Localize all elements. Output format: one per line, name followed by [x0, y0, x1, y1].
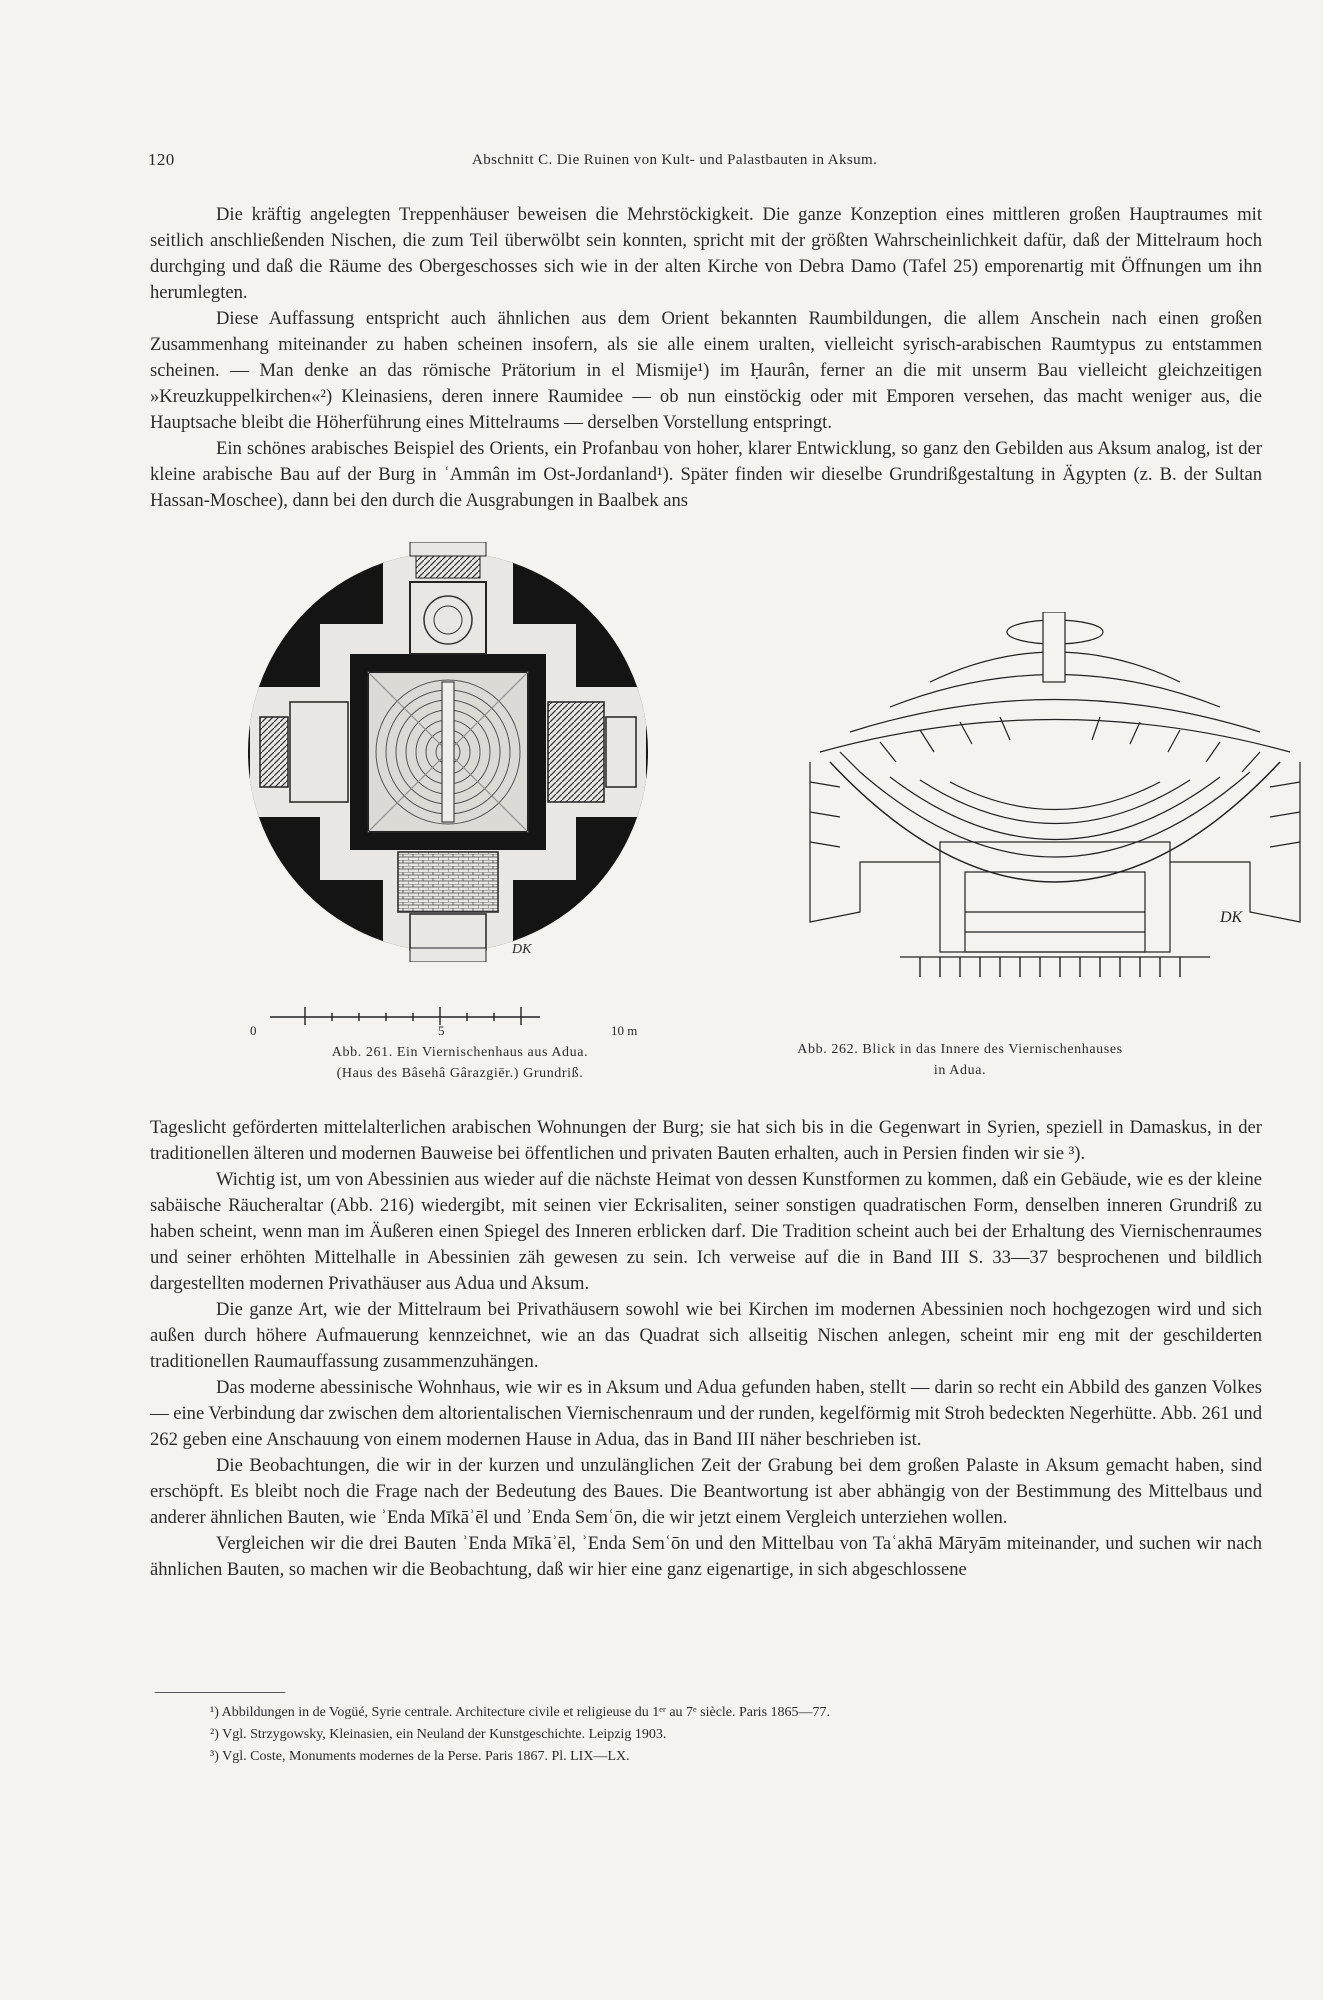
paragraph: Diese Auffassung entspricht auch ähnlichen aus dem Orient bekannten Raumbildungen, die allem Anschein nach einen großen Zusammenhang miteinander zu haben scheinen insofern, als sie alle einem uralten, vielleicht syrisch-arabischen Raumtypus zu entstammen scheinen. — Man denke an das römische Prätorium in el Mismije¹) im Ḥaurân, ferner an die mit unserm Bau vielleicht gleichzeitigen »Kreuzkuppelkirchen«²) Kleinasiens, deren innere Raumidee — ob nun einstöckig oder mit Emporen versehen, das macht weniger aus, die Hauptsache bleibt die Höherführung eines Mittelraums — derselben Vorstellung entspringt.	[150, 308, 1262, 433]
paragraph: Die Beobachtungen, die wir in der kurzen und unzulänglichen Zeit der Grabung bei dem großen Palaste in Aksum gemacht haben, sind erschöpft. Es bleibt noch die Frage nach der Bedeutung des Baues. Die Beantwortung ist aber abhängig von der Bestimmung des Mittelbaus und anderer ähnlichen Bauten, wie ʾEnda Mīkāʾēl und ʾEnda Semʿōn, die wir jetzt einem Vergleich unterziehen wollen.	[150, 1455, 1262, 1528]
scale-label-0: 0	[250, 1023, 257, 1038]
paragraph: Ein schönes arabisches Beispiel des Orients, ein Profanbau von hoher, klarer Entwicklung, so ganz den Gebilden aus Aksum analog, ist der kleine arabische Bau auf der Burg in ʿAmmân im Ost-Jordanland¹). Später finden wir dieselbe Grundrißgestaltung in Ägypten (z. B. der Sultan Hassan-Moschee), dann bei den durch die Ausgrabungen in Baalbek ans	[150, 438, 1262, 511]
figure-caption-261	[270, 1042, 650, 1084]
svg-text:DK: DK	[1220, 909, 1243, 926]
scale-label-5: 5	[438, 1023, 445, 1038]
figure-caption-262	[770, 1039, 1150, 1081]
scale-label-10: 10 m	[611, 1023, 638, 1038]
running-title: Abschnitt C. Die Ruinen von Kult- und Palastbauten in Aksum.	[472, 152, 878, 168]
footnotes	[210, 1702, 1110, 1768]
page-number: 120	[148, 150, 175, 169]
caption-line: in Adua.	[933, 1063, 987, 1078]
paragraph: Die kräftig angelegten Treppenhäuser beweisen die Mehrstöckigkeit. Die ganze Konzeption eines mittleren großen Hauptraumes mit seitlich anschließenden Nischen, die zum Teil überwölbt sein konnten, spricht mit der größten Wahrscheinlichkeit dafür, daß der Mittelraum hoch durchging und daß die Räume des Obergeschosses sich wie in der alten Kirche von Debra Damo (Tafel 25) emporenartig mit Öffnungen um ihn herumlegten.	[150, 204, 1262, 303]
paragraph: Wichtig ist, um von Abessinien aus wieder auf die nächste Heimat von dessen Kunstformen zu kommen, daß ein Gebäude, wie es der kleine sabäische Räucheraltar (Abb. 216) wiedergibt, mit seinen vier Eckrisaliten, seiner sonstigen quadratischen Form, denselben inneren Grundriß zu haben scheint, wenn man im Äußeren einen Spiegel des Inneren erblicken darf. Die Tradition scheint auch bei der Erhaltung des Viernischenraumes und seiner erhöhten Mittelhalle in Abessinien zäh gewesen zu sein. Ich verweise auf die in Band III S. 33—37 besprochenen und bildlich dargestellten modernen Privathäuser aus Adua und Aksum.	[150, 1169, 1262, 1294]
paragraph: Vergleichen wir die drei Bauten ʾEnda Mīkāʾēl, ʾEnda Semʿōn und den Mittelbau von Taʿakhā Māryām miteinander, und suchen wir nach ähnlichen Bauten, so machen wir die Beobachtung, daß wir hier eine ganz eigenartige, in sich abgeschlossene	[150, 1533, 1262, 1580]
caption-line: Abb. 261. Ein Viernischenhaus aus Adua.	[331, 1045, 589, 1060]
footnote-divider	[155, 1692, 285, 1693]
footnote: ¹) Abbildungen in de Vogüé, Syrie centrale. Architecture civile et religieuse du 1ᵉʳ au 7ᵉ siècle. Paris 1865—77.	[210, 1705, 831, 1720]
interior-view-figure	[800, 612, 1310, 992]
artist-signature: DK	[512, 942, 532, 957]
figure-area	[150, 542, 1262, 1102]
body-text-top	[150, 202, 1262, 514]
paragraph: Tageslicht geförderten mittelalterlichen arabischen Wohnungen der Burg; sie hat sich bis in die Gegenwart in Syrien, speziell in Damaskus, in der traditionellen älteren und modernen Bauweise bei öffentlichen und privaten Bauten erhalten, auch in Persien finden wir sie ³).	[150, 1117, 1262, 1164]
paragraph: Die ganze Art, wie der Mittelraum bei Privathäusern sowohl wie bei Kirchen im modernen Abessinien noch hochgezogen wird und sich außen durch höhere Aufmauerung kennzeichnet, wie an das Quadrat sich allseitig Nischen anlegen, scheint mir eng mit der geschilderten traditionellen Raumauffassung zusammenzuhängen.	[150, 1299, 1262, 1372]
floor-plan-figure	[238, 542, 658, 962]
body-text-bottom	[150, 1115, 1262, 1583]
caption-line: (Haus des Bâsehâ Gârazgiēr.) Grundriß.	[336, 1066, 584, 1081]
footnote: ³) Vgl. Coste, Monuments modernes de la Perse. Paris 1867. Pl. LIX—LX.	[210, 1749, 630, 1764]
caption-line: Abb. 262. Blick in das Innere des Viernischenhauses	[797, 1042, 1123, 1057]
footnote: ²) Vgl. Strzygowsky, Kleinasien, ein Neuland der Kunstgeschichte. Leipzig 1903.	[210, 1727, 667, 1742]
paragraph: Das moderne abessinische Wohnhaus, wie wir es in Aksum und Adua gefunden haben, stellt — darin so recht ein Abbild des ganzen Volkes — eine Verbindung dar zwischen dem altorientalischen Viernischenraum und der runden, kegelförmig mit Stroh bedeckten Negerhütte. Abb. 261 und 262 geben eine Anschauung von einem modernen Hause in Adua, das in Band III näher beschrieben ist.	[150, 1377, 1262, 1450]
